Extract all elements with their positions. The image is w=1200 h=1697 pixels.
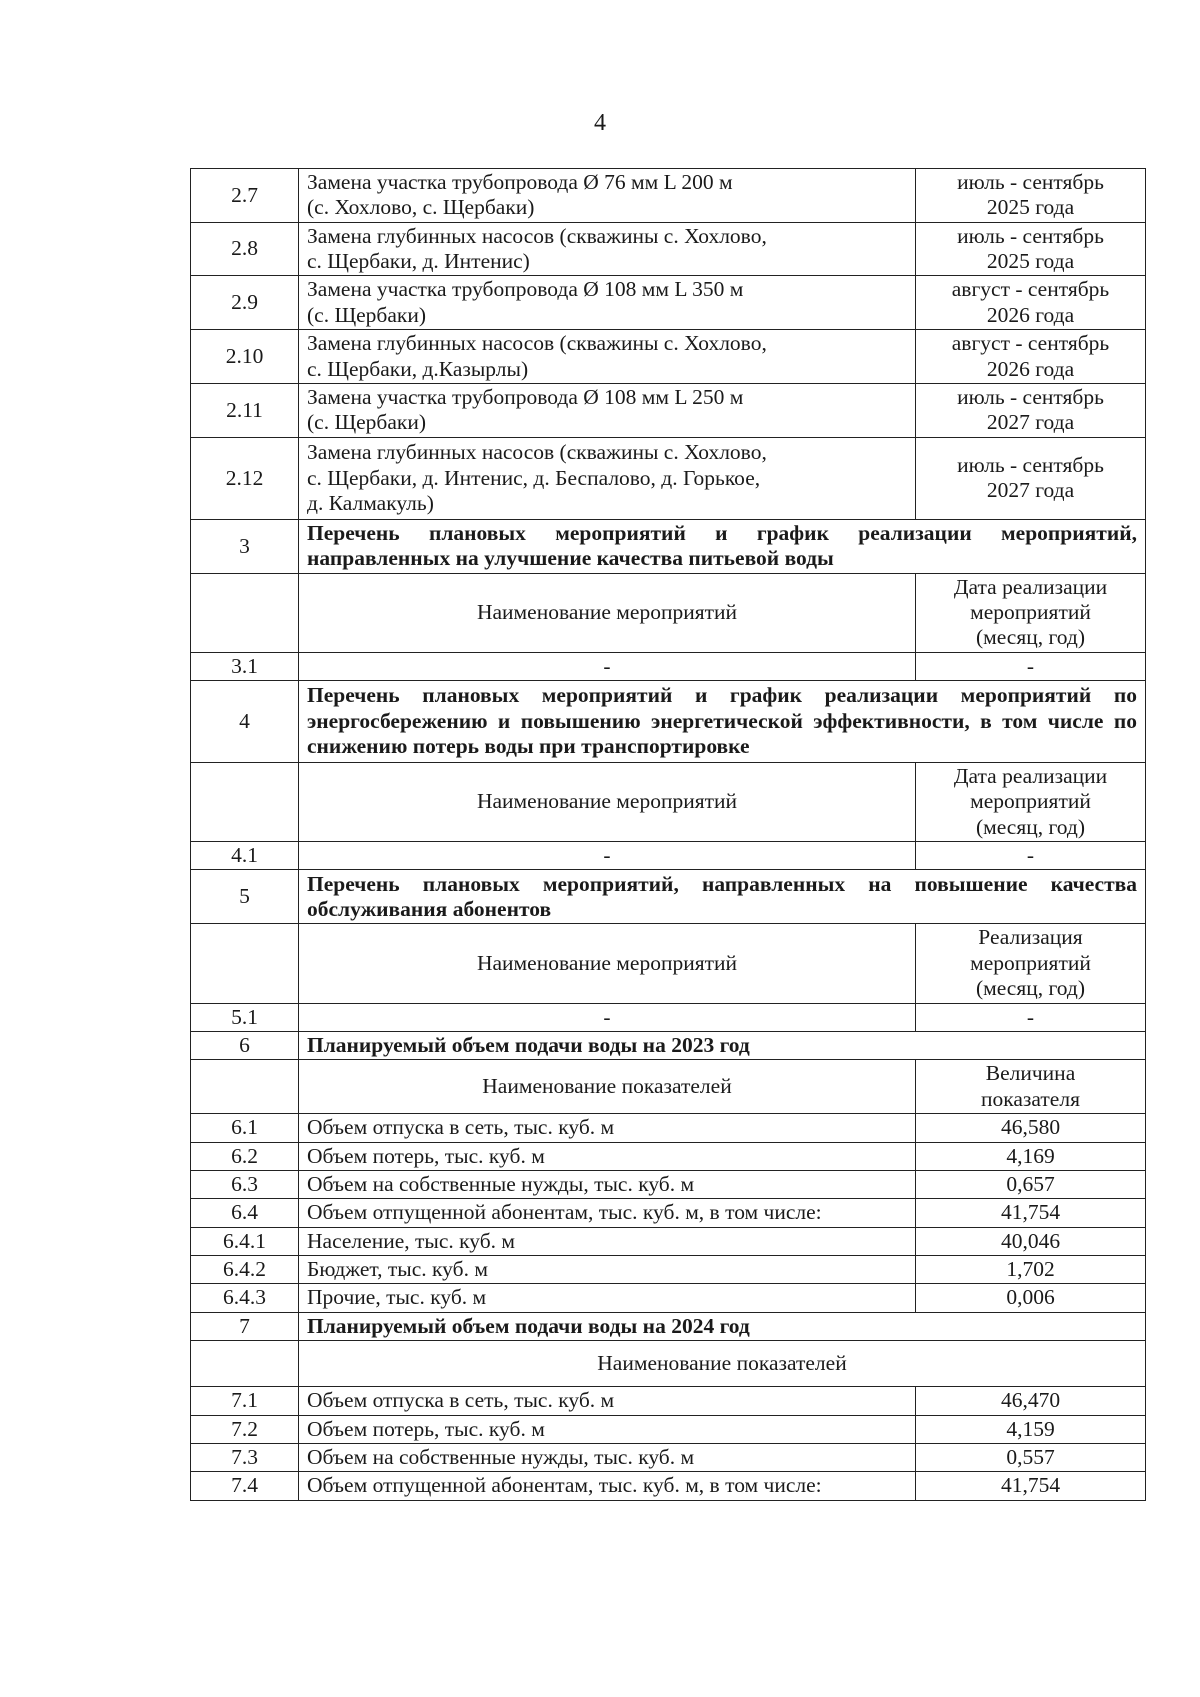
- row-number: 2.10: [191, 330, 299, 384]
- section-header: [191, 1312, 1146, 1340]
- row-number: 3.1: [191, 652, 299, 680]
- text-line: 2025 года: [986, 195, 1075, 220]
- text-line: д. Калмакуль): [307, 491, 434, 516]
- indicator-name: Объем на собственные нужды, тыс. куб. м: [299, 1170, 916, 1198]
- indicator-value: 0,006: [916, 1284, 1146, 1312]
- indicator-name: Прочие, тыс. куб. м: [299, 1284, 916, 1312]
- indicator-name: Объем на собственные нужды, тыс. куб. м: [299, 1443, 916, 1471]
- table-row: [191, 330, 1146, 384]
- row-number: 7.2: [191, 1415, 299, 1443]
- implementation-date: -: [916, 652, 1146, 680]
- column-header-name: Наименование показателей: [299, 1060, 916, 1114]
- text-line: Замена участка трубопровода Ø 76 мм L 200 м: [307, 170, 733, 194]
- text-line: с. Щербаки, д.Казырлы): [307, 356, 529, 381]
- text-line: мероприятий: [970, 599, 1091, 624]
- indicator-value: 0,557: [916, 1443, 1146, 1471]
- table-row: [191, 652, 1146, 680]
- text-line: Замена глубинных насосов (скважины с. Хохлово,: [307, 440, 767, 465]
- measure-name: [299, 222, 916, 276]
- table-row: [191, 1170, 1146, 1198]
- text-line: август - сентябрь: [951, 331, 1110, 356]
- column-header-name: Наименование мероприятий: [299, 924, 916, 1003]
- page-number: 4: [594, 110, 606, 136]
- row-number: 2.8: [191, 222, 299, 276]
- text-line: Замена глубинных насосов (скважины с. Хохлово,: [307, 331, 767, 356]
- text-line: Реализация: [978, 925, 1083, 950]
- measure-name: -: [299, 652, 916, 680]
- table-row: [191, 1387, 1146, 1415]
- text-line: Замена глубинных насосов (скважины с. Хохлово,: [307, 223, 767, 248]
- section-number: 3: [191, 519, 299, 573]
- text-line: (месяц, год): [975, 976, 1086, 1001]
- indicator-value: 1,702: [916, 1256, 1146, 1284]
- text-line: июль - сентябрь: [957, 170, 1104, 194]
- indicator-value: 4,169: [916, 1142, 1146, 1170]
- column-header-value: [916, 1060, 1146, 1114]
- row-number: 2.9: [191, 276, 299, 330]
- text-line: Величина: [985, 1061, 1076, 1086]
- row-number: 2.11: [191, 383, 299, 437]
- empty-cell: [191, 1060, 299, 1114]
- indicator-value: 4,159: [916, 1415, 1146, 1443]
- table-row: [191, 1003, 1146, 1031]
- section-number: 5: [191, 870, 299, 924]
- row-number: 6.1: [191, 1114, 299, 1142]
- indicator-value: 41,754: [916, 1199, 1146, 1227]
- table-row: [191, 1256, 1146, 1284]
- empty-cell: [191, 1341, 299, 1387]
- row-number: 7.4: [191, 1472, 299, 1500]
- text-line: (с. Хохлово, с. Щербаки): [307, 195, 535, 220]
- column-header-row: [191, 924, 1146, 1003]
- table-row: [191, 1443, 1146, 1471]
- section-number: 7: [191, 1312, 299, 1340]
- row-number: 2.12: [191, 437, 299, 519]
- table-row: [191, 1114, 1146, 1142]
- indicator-value: 46,580: [916, 1114, 1146, 1142]
- row-number: 5.1: [191, 1003, 299, 1031]
- section-header: [191, 519, 1146, 573]
- indicator-name: Объем потерь, тыс. куб. м: [299, 1142, 916, 1170]
- column-header-row: [191, 763, 1146, 842]
- text-line: 2025 года: [986, 249, 1075, 274]
- indicator-name: Бюджет, тыс. куб. м: [299, 1256, 916, 1284]
- row-number: 4.1: [191, 842, 299, 870]
- column-header-name: Наименование показателей: [299, 1341, 1146, 1387]
- row-number: 7.3: [191, 1443, 299, 1471]
- text-line: (месяц, год): [975, 814, 1086, 839]
- measure-name: -: [299, 1003, 916, 1031]
- text-line: июль - сентябрь: [957, 385, 1104, 410]
- text-line: Дата реализации: [953, 764, 1108, 789]
- measure-name: [299, 276, 916, 330]
- plan-table: [190, 168, 1146, 1501]
- column-header-name: Наименование мероприятий: [299, 573, 916, 652]
- text-line: 2026 года: [986, 302, 1075, 327]
- row-number: 6.2: [191, 1142, 299, 1170]
- table-row: [191, 842, 1146, 870]
- column-header-row: [191, 573, 1146, 652]
- table-row: [191, 437, 1146, 519]
- implementation-date: [916, 222, 1146, 276]
- implementation-date: [916, 437, 1146, 519]
- text-line: Замена участка трубопровода Ø 108 мм L 350 м: [307, 277, 744, 302]
- column-header-row: [191, 1341, 1146, 1387]
- row-number: 6.4.1: [191, 1227, 299, 1255]
- section-title: Перечень плановых мероприятий, направленных на повышение качества обслуживания абонентов: [299, 870, 1146, 924]
- text-line: (с. Щербаки): [307, 410, 427, 435]
- text-line: 2027 года: [986, 410, 1075, 435]
- implementation-date: -: [916, 1003, 1146, 1031]
- text-line: (с. Щербаки): [307, 302, 427, 327]
- column-header-date: [916, 763, 1146, 842]
- indicator-name: Население, тыс. куб. м: [299, 1227, 916, 1255]
- table-row: [191, 1472, 1146, 1500]
- section-header: [191, 1031, 1146, 1059]
- indicator-value: 40,046: [916, 1227, 1146, 1255]
- indicator-name: Объем потерь, тыс. куб. м: [299, 1415, 916, 1443]
- table-row: [191, 1415, 1146, 1443]
- text-line: (месяц, год): [975, 625, 1086, 650]
- column-header-row: [191, 1060, 1146, 1114]
- table-row: [191, 1199, 1146, 1227]
- implementation-date: [916, 169, 1146, 223]
- table-row: [191, 1142, 1146, 1170]
- table-row: [191, 276, 1146, 330]
- table-row: [191, 1284, 1146, 1312]
- implementation-date: [916, 276, 1146, 330]
- text-line: июль - сентябрь: [957, 223, 1104, 248]
- indicator-name: Объем отпуска в сеть, тыс. куб. м: [299, 1114, 916, 1142]
- text-line: Дата реализации: [953, 574, 1108, 599]
- section-title: Перечень плановых мероприятий и график реализации мероприятий, направленных на улучшение качества питьевой воды: [299, 519, 1146, 573]
- table-row: [191, 169, 1146, 223]
- empty-cell: [191, 763, 299, 842]
- section-header: [191, 681, 1146, 763]
- implementation-date: [916, 330, 1146, 384]
- indicator-value: 0,657: [916, 1170, 1146, 1198]
- section-title: Планируемый объем подачи воды на 2023 год: [299, 1031, 1146, 1059]
- column-header-name: Наименование мероприятий: [299, 763, 916, 842]
- text-line: показателя: [981, 1086, 1080, 1111]
- text-line: 2026 года: [986, 356, 1075, 381]
- row-number: 6.3: [191, 1170, 299, 1198]
- indicator-value: 41,754: [916, 1472, 1146, 1500]
- empty-cell: [191, 573, 299, 652]
- text-line: июль - сентябрь: [957, 453, 1104, 478]
- text-line: мероприятий: [970, 950, 1091, 975]
- indicator-value: 46,470: [916, 1387, 1146, 1415]
- implementation-date: -: [916, 842, 1146, 870]
- text-line: с. Щербаки, д. Интенис): [307, 249, 530, 274]
- measure-name: [299, 437, 916, 519]
- empty-cell: [191, 924, 299, 1003]
- implementation-date: [916, 383, 1146, 437]
- row-number: 6.4: [191, 1199, 299, 1227]
- table-row: [191, 222, 1146, 276]
- table-row: [191, 1227, 1146, 1255]
- indicator-name: Объем отпущенной абонентам, тыс. куб. м, в том числе:: [299, 1472, 916, 1500]
- text-line: Замена участка трубопровода Ø 108 мм L 250 м: [307, 385, 744, 410]
- column-header-date: [916, 573, 1146, 652]
- section-number: 6: [191, 1031, 299, 1059]
- section-number: 4: [191, 681, 299, 763]
- measure-name: -: [299, 842, 916, 870]
- section-title: Планируемый объем подачи воды на 2024 год: [299, 1312, 1146, 1340]
- indicator-name: Объем отпуска в сеть, тыс. куб. м: [299, 1387, 916, 1415]
- row-number: 6.4.2: [191, 1256, 299, 1284]
- measure-name: [299, 383, 916, 437]
- text-line: 2027 года: [986, 478, 1075, 503]
- measure-name: [299, 330, 916, 384]
- section-header: [191, 870, 1146, 924]
- indicator-name: Объем отпущенной абонентам, тыс. куб. м, в том числе:: [299, 1199, 916, 1227]
- text-line: с. Щербаки, д. Интенис, д. Беспалово, д. Горькое,: [307, 465, 761, 490]
- section-title: Перечень плановых мероприятий и график реализации мероприятий по энергосбережению и повышению энергетической эффективности, в том числе по снижению потерь воды при транспортировке: [299, 681, 1146, 763]
- text-line: август - сентябрь: [951, 277, 1110, 302]
- row-number: 6.4.3: [191, 1284, 299, 1312]
- column-header-date: [916, 924, 1146, 1003]
- text-line: мероприятий: [970, 789, 1091, 814]
- table-row: [191, 383, 1146, 437]
- measure-name: [299, 169, 916, 223]
- row-number: 7.1: [191, 1387, 299, 1415]
- row-number: 2.7: [191, 169, 299, 223]
